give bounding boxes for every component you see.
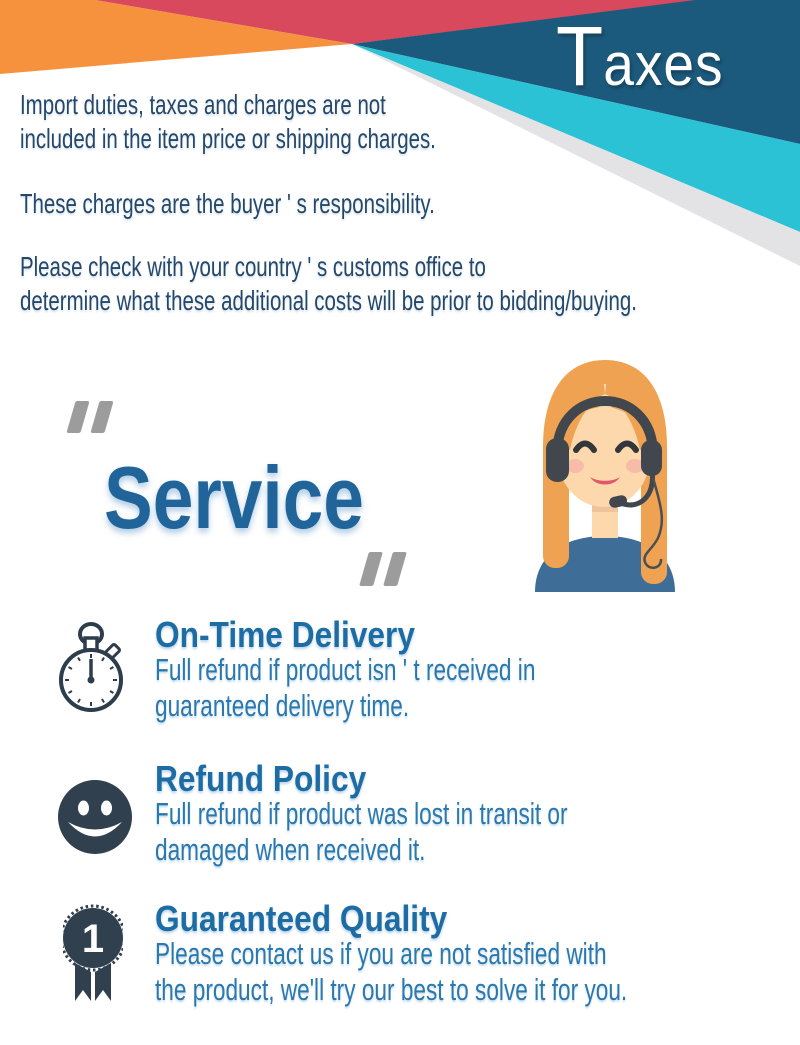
item-body-line: Full refund if product was lost in transit or	[155, 796, 568, 831]
taxes-title	[556, 9, 724, 103]
smiley-icon	[57, 779, 133, 855]
quote-open-icon	[71, 401, 109, 433]
item-body-line: Please contact us if you are not satisfied with	[155, 936, 607, 971]
item-title-guaranteed-quality: Guaranteed Quality	[155, 898, 448, 939]
item-title-on-time-delivery: On-Time Delivery	[155, 614, 415, 655]
item-body-refund-policy	[155, 796, 568, 868]
ribbon-number: 1	[81, 917, 105, 961]
intro-line: included in the item price or shipping charges.	[20, 123, 436, 154]
service-heading: Service	[104, 448, 364, 547]
intro-line: These charges are the buyer ' s responsibility.	[20, 188, 435, 219]
item-body-line: guaranteed delivery time.	[155, 688, 410, 723]
intro-line: determine what these additional costs will be prior to bidding/buying.	[20, 285, 637, 316]
intro-line: Import duties, taxes and charges are not	[20, 89, 386, 120]
item-title-refund-policy: Refund Policy	[155, 758, 367, 799]
intro-paragraph-1	[20, 88, 436, 156]
taxes-title-initial: T	[556, 9, 604, 103]
item-body-on-time-delivery	[155, 652, 535, 724]
item-body-line: damaged when received it.	[155, 832, 426, 867]
intro-paragraph-3	[20, 250, 637, 318]
intro-line: Please check with your country ' s customs office to	[20, 251, 486, 282]
item-body-line: the product, we'll try our best to solve it for you.	[155, 972, 628, 1007]
award-ribbon-icon	[63, 903, 123, 1003]
support-agent-illustration	[515, 352, 695, 592]
item-body-guaranteed-quality	[155, 936, 627, 1008]
taxes-title-rest: axes	[603, 31, 724, 98]
stopwatch-icon	[57, 622, 127, 718]
intro-paragraph-2	[20, 187, 435, 221]
item-body-line: Full refund if product isn ' t received in	[155, 652, 536, 687]
quote-close-icon	[364, 552, 402, 586]
